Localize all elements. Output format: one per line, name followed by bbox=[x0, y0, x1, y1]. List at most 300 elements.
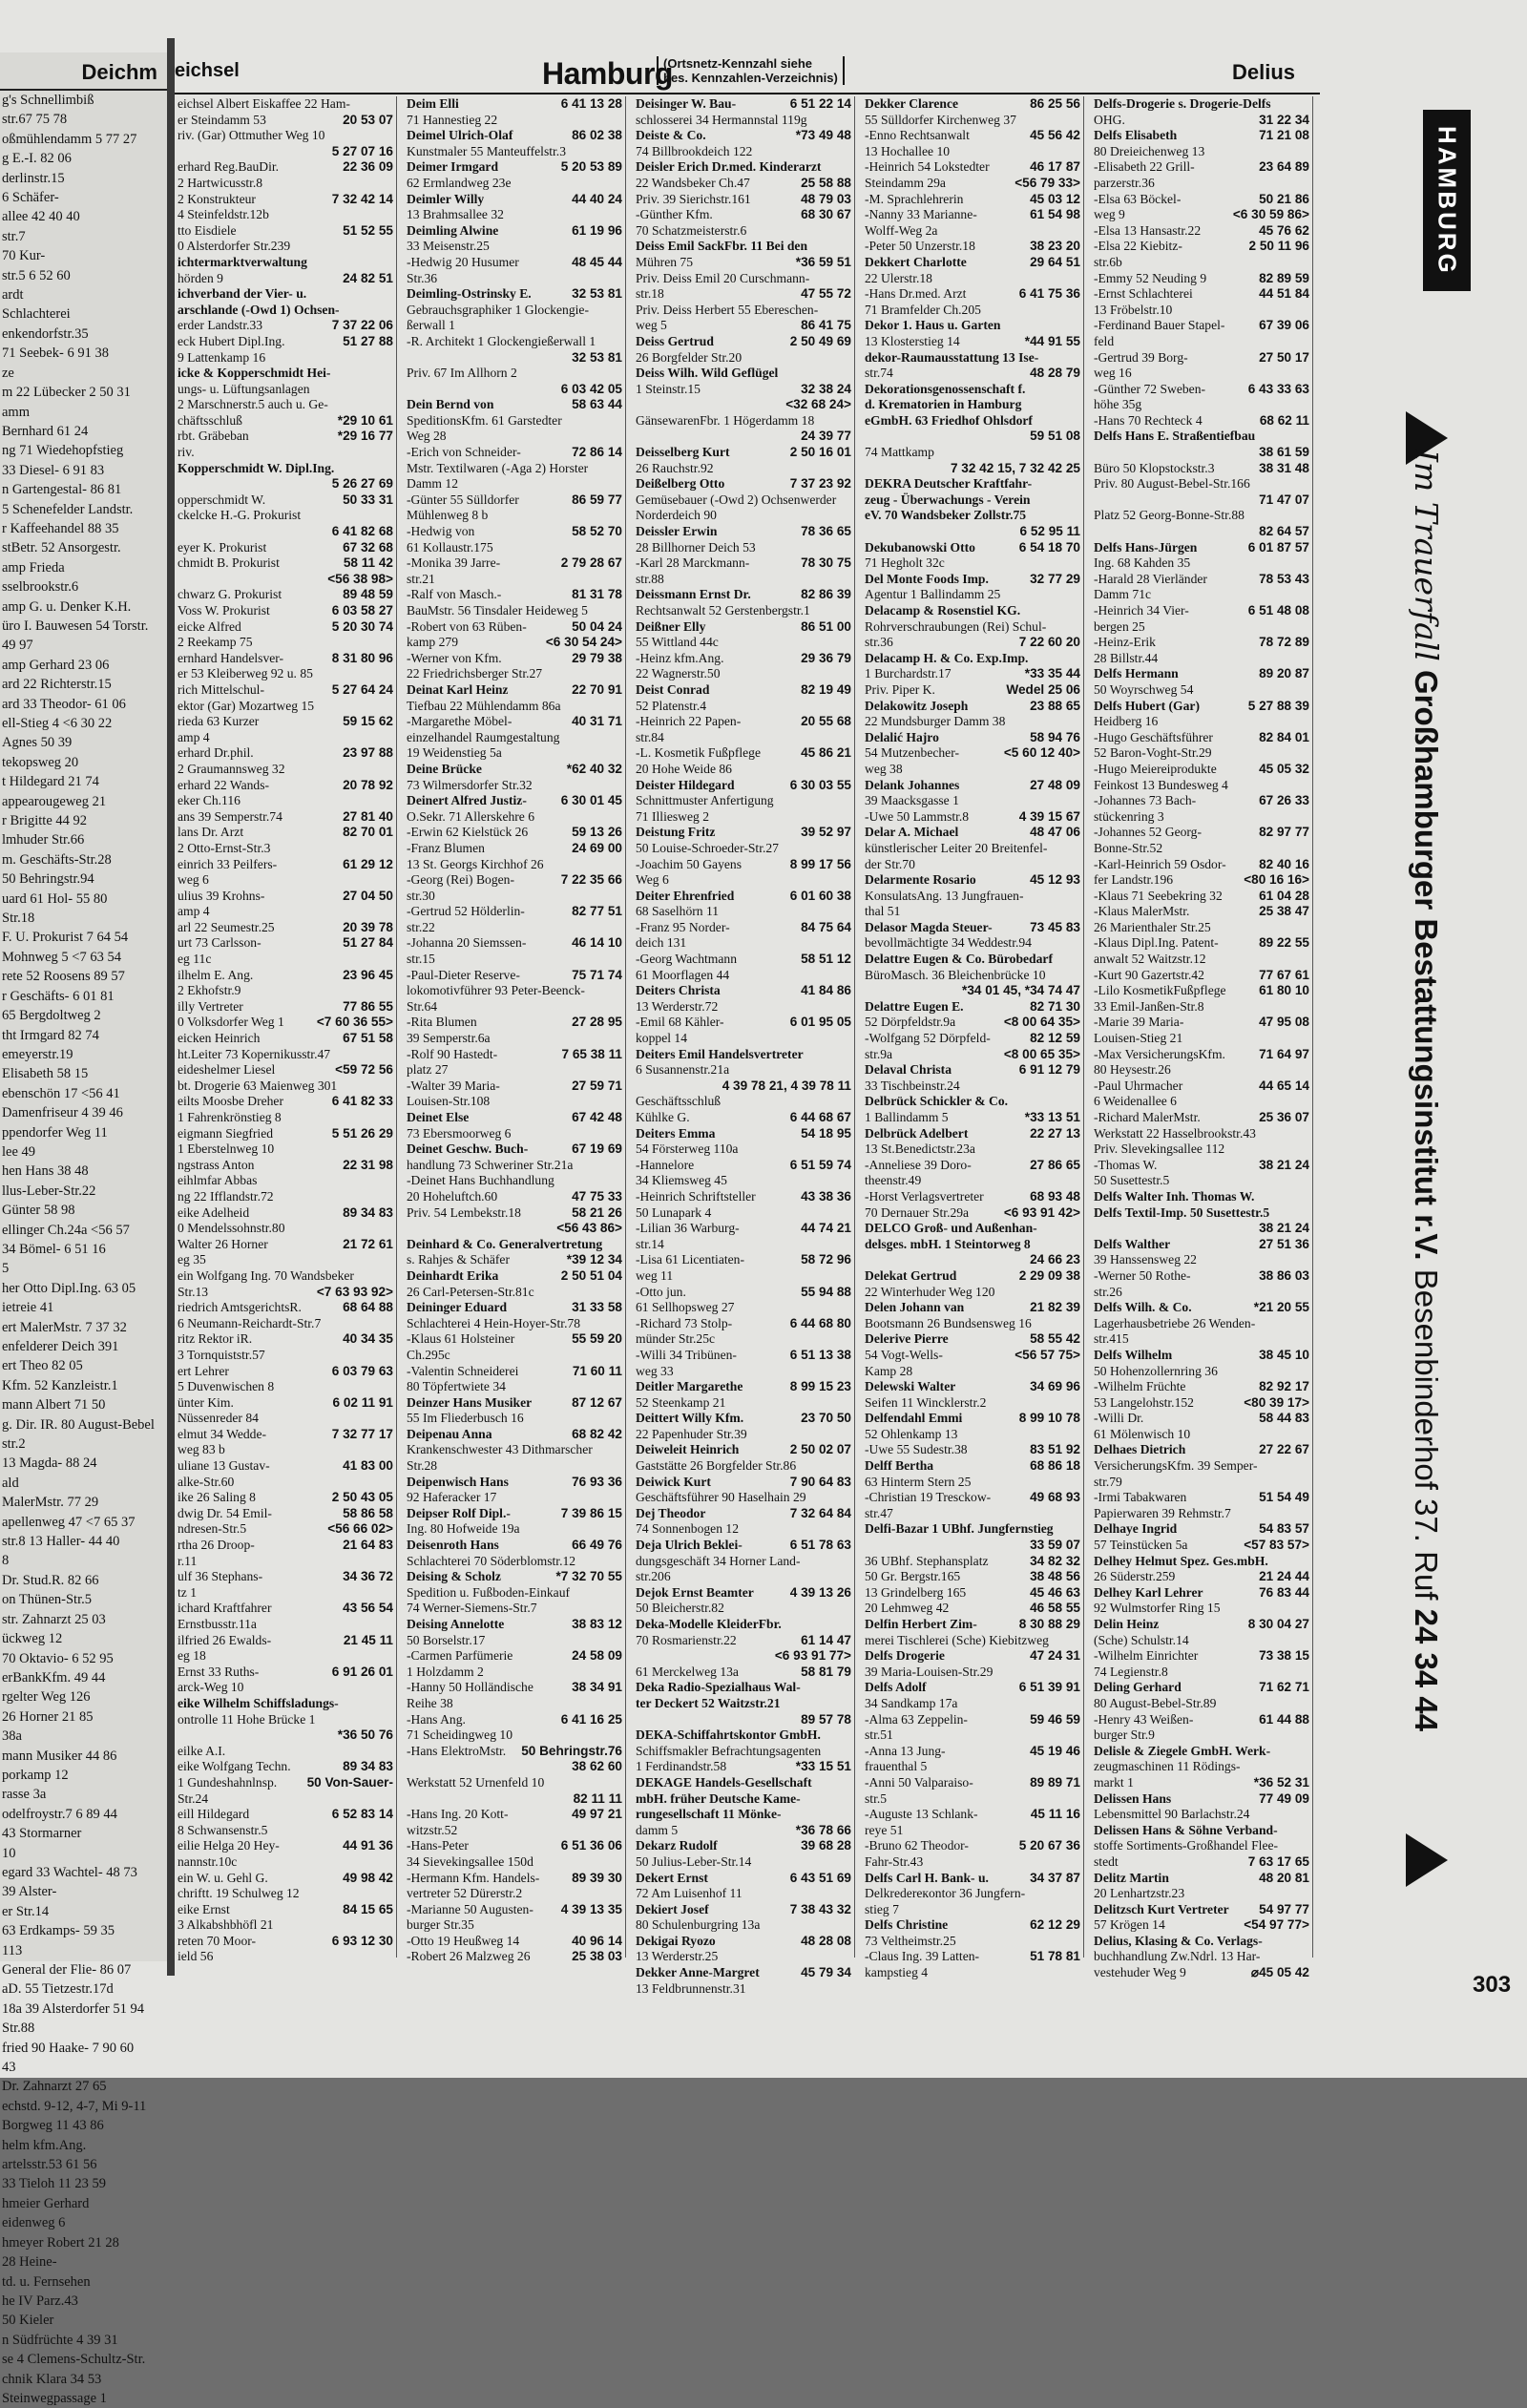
listing-entry-phone bbox=[1077, 113, 1080, 129]
listing-entry bbox=[404, 1775, 625, 1791]
listing-entry bbox=[862, 603, 1083, 619]
listing-entry bbox=[404, 920, 625, 936]
listing-entry-text: 52 Platenstr.4 bbox=[636, 698, 707, 713]
listing-entry-text: -Paul Uhrmacher bbox=[1094, 1078, 1183, 1093]
listing-entry-phone bbox=[1077, 935, 1080, 952]
listing-entry-text: Werkstatt 52 Urnenfeld 10 bbox=[407, 1774, 545, 1790]
listing-entry-phone: 21 64 83 bbox=[343, 1538, 393, 1553]
listing-entry-text: eihlmfar Abbas bbox=[178, 1173, 258, 1188]
listing-entry bbox=[175, 983, 396, 999]
listing-entry-text: Geschäftsführer 90 Haselhain 29 bbox=[636, 1490, 806, 1505]
listing-entry-text: Büro 50 Klopstockstr.3 bbox=[1094, 460, 1215, 475]
listing-entry-phone: 45 11 16 bbox=[1030, 1807, 1080, 1822]
listing-entry-phone: 7 22 60 20 bbox=[1018, 635, 1080, 650]
listing-entry bbox=[1091, 1427, 1312, 1443]
previous-page-line: artelsstr.53 61 56 bbox=[2, 2157, 97, 2173]
listing-entry-text: Deimer Irmgard bbox=[407, 159, 499, 175]
listing-entry-phone bbox=[1306, 429, 1309, 445]
listing-entry-text: 50 Louise-Schroeder-Str.27 bbox=[636, 840, 779, 855]
listing-entry bbox=[633, 1665, 854, 1681]
previous-page-line: 39 Alster- bbox=[2, 1884, 57, 1900]
listing-entry-text: GänsewarenFbr. 1 Högerdamm 18 bbox=[636, 412, 815, 428]
listing-entry-text: -Ralf von Masch.- bbox=[407, 587, 502, 602]
listing-entry-phone bbox=[1306, 1506, 1309, 1522]
listing-entry bbox=[404, 1015, 625, 1031]
listing-entry-text: 2 Konstrukteur bbox=[178, 191, 256, 206]
city-tab-label: HAMBURG bbox=[1433, 125, 1462, 276]
previous-page-line: uard 61 Hol- 55 80 bbox=[2, 890, 108, 907]
listing-entry bbox=[862, 1521, 1083, 1538]
listing-entry-phone: 6 02 11 91 bbox=[332, 1394, 393, 1410]
previous-page-line: hmeyer Robert 21 28 bbox=[2, 2234, 119, 2251]
listing-entry-phone bbox=[847, 540, 851, 556]
listing-entry bbox=[1091, 128, 1312, 144]
listing-entry bbox=[175, 1237, 396, 1253]
listing-entry-phone: 27 28 95 bbox=[572, 1015, 622, 1030]
listing-entry bbox=[404, 1285, 625, 1301]
listing-entry bbox=[633, 1331, 854, 1348]
listing-entry bbox=[633, 745, 854, 762]
listing-entry-phone: 38 83 12 bbox=[572, 1617, 622, 1631]
listing-entry-phone bbox=[1306, 1934, 1309, 1950]
listing-entry bbox=[175, 730, 396, 746]
listing-entry-phone: *36 78 66 bbox=[795, 1822, 851, 1837]
listing-entry-text: arl 22 Seumestr.25 bbox=[178, 919, 275, 934]
listing-entry-text: Deising Annelotte bbox=[407, 1617, 505, 1631]
listing-entry bbox=[1091, 413, 1312, 429]
listing-entry-text: ter Deckert 52 Waitzstr.21 bbox=[636, 1695, 781, 1710]
listing-entry-phone: 77 86 55 bbox=[343, 998, 393, 1014]
listing-entry-phone: 82 92 17 bbox=[1259, 1379, 1309, 1394]
listing-entry-text: 57 Krögen 14 bbox=[1094, 1917, 1165, 1933]
previous-page-line: 50 Kieler bbox=[2, 2313, 54, 2329]
listing-entry bbox=[404, 1633, 625, 1649]
listing-entry-text: rungesellschaft 11 Mönke- bbox=[636, 1807, 782, 1822]
listing-entry-text: 13 St. Georgs Kirchhof 26 bbox=[407, 856, 544, 871]
listing-entry bbox=[404, 413, 625, 429]
listing-entry-text: 72 Am Luisenhof 11 bbox=[636, 1886, 743, 1901]
listing-entry-text: 26 Borgfelder Str.20 bbox=[636, 349, 743, 365]
funeral-advertisement bbox=[1396, 411, 1482, 1862]
listing-entry bbox=[175, 1727, 396, 1744]
listing-entry bbox=[175, 889, 396, 905]
listing-entry-text: tz 1 bbox=[178, 1584, 198, 1600]
listing-entry bbox=[175, 413, 396, 429]
advertisement-address: Besenbinderhof 37. Ruf bbox=[1409, 1268, 1444, 1601]
listing-entry-text: Deinet Else bbox=[407, 1110, 470, 1124]
listing-entry bbox=[175, 1078, 396, 1095]
listing-entry bbox=[633, 492, 854, 509]
listing-entry bbox=[633, 1411, 854, 1427]
listing-entry-phone bbox=[1077, 904, 1080, 920]
listing-entry-phone: 58 81 79 bbox=[801, 1664, 851, 1679]
listing-entry bbox=[1091, 619, 1312, 636]
listing-entry bbox=[862, 350, 1083, 366]
listing-entry bbox=[404, 1902, 625, 1918]
listing-entry-text: 0 Volksdorfer Weg 1 bbox=[178, 1015, 284, 1030]
listing-entry bbox=[404, 1173, 625, 1189]
listing-entry-text: 61 Moorflagen 44 bbox=[636, 967, 730, 982]
previous-page-line: ert Theo 82 05 bbox=[2, 1358, 83, 1374]
listing-entry bbox=[404, 1917, 625, 1934]
listing-entry-phone: *21 20 55 bbox=[1253, 1300, 1309, 1315]
listing-entry-text: Deittert Willy Kfm. bbox=[636, 1411, 744, 1426]
previous-page-line: Damenfriseur 4 39 46 bbox=[2, 1105, 123, 1121]
listing-entry-text: -Emil 68 Kähler- bbox=[636, 1015, 724, 1030]
listing-entry-phone: 59 51 08 bbox=[1030, 429, 1080, 444]
listing-entry bbox=[175, 445, 396, 461]
listing-entry-phone: 6 51 78 63 bbox=[789, 1538, 851, 1553]
listing-entry-text: Delfs Hubert (Gar) bbox=[1094, 698, 1200, 713]
listing-entry bbox=[633, 1554, 854, 1570]
previous-page-line: ng 71 Wiedehopfstieg bbox=[2, 443, 124, 459]
listing-entry-phone: 82 11 11 bbox=[573, 1790, 622, 1806]
listing-entry-phone: 50 21 86 bbox=[1259, 191, 1309, 206]
listing-entry-text: 55 Sülldorfer Kirchenweg 37 bbox=[865, 112, 1016, 127]
listing-entry-phone: 6 51 36 06 bbox=[560, 1838, 622, 1853]
previous-page-line: ell-Stieg 4 <6 30 22 bbox=[2, 716, 113, 731]
listing-entry bbox=[1091, 841, 1312, 857]
listing-entry-phone bbox=[1077, 793, 1080, 809]
listing-entry bbox=[175, 1744, 396, 1760]
listing-entry bbox=[633, 555, 854, 572]
listing-entry-phone bbox=[389, 1854, 393, 1871]
listing-entry bbox=[404, 1601, 625, 1617]
listing-entry bbox=[862, 1554, 1083, 1570]
listing-entry bbox=[175, 1696, 396, 1712]
listing-entry-text: -Hanny 50 Holländische bbox=[407, 1680, 533, 1695]
listing-entry bbox=[175, 872, 396, 889]
listing-entry-text: -Thomas W. bbox=[1094, 1157, 1158, 1172]
listing-entry bbox=[1091, 1823, 1312, 1839]
listing-entry-phone: *33 15 51 bbox=[795, 1759, 851, 1774]
listing-entry-phone bbox=[389, 1917, 393, 1934]
listing-entry bbox=[175, 825, 396, 841]
listing-entry bbox=[175, 1268, 396, 1285]
previous-page-line: rgelter Weg 126 bbox=[2, 1689, 91, 1706]
listing-entry-text: 80 Heysestr.26 bbox=[1094, 1062, 1171, 1078]
listing-entry-phone bbox=[618, 144, 622, 160]
listing-entry-text: 6 Neumann-Reichardt-Str.7 bbox=[178, 1315, 322, 1330]
listing-entry bbox=[175, 1126, 396, 1142]
listing-entry bbox=[175, 1917, 396, 1934]
listing-entry-text: ichard Kraftfahrer bbox=[178, 1601, 272, 1616]
listing-entry-text: Dekorationsgenossenschaft f. bbox=[865, 381, 1026, 396]
listing-entry-text: Feinkost 13 Bundesweg 4 bbox=[1094, 777, 1228, 792]
listing-entry bbox=[862, 1189, 1083, 1205]
listing-entry-text: eill Hildegard bbox=[178, 1807, 250, 1822]
listing-entry-text: Dekor 1. Haus u. Garten bbox=[865, 318, 1001, 333]
listing-entry-text: 2 Hartwicusstr.8 bbox=[178, 175, 263, 190]
listing-entry bbox=[175, 778, 396, 794]
listing-entry-text: 52 Ohlenkamp 13 bbox=[865, 1426, 958, 1441]
listing-entry-phone: 5 27 88 39 bbox=[1247, 698, 1309, 713]
listing-entry-text: -Harald 28 Vierländer bbox=[1094, 571, 1207, 586]
listing-entry bbox=[1091, 255, 1312, 271]
previous-page-line: g. Dir. IR. 80 August-Bebel bbox=[2, 1416, 155, 1433]
listing-entry bbox=[175, 635, 396, 651]
listing-columns bbox=[175, 96, 1320, 1996]
listing-entry-phone: 75 71 74 bbox=[572, 967, 622, 982]
listing-entry-phone: 62 12 29 bbox=[1030, 1917, 1080, 1933]
previous-page-line: sselbrookstr.6 bbox=[2, 579, 79, 596]
listing-entry-phone bbox=[847, 1490, 851, 1506]
listing-entry-text: -Wilhelm Einrichter bbox=[1094, 1648, 1199, 1664]
listing-entry-text: zeugmaschinen 11 Rödings- bbox=[1094, 1759, 1241, 1774]
previous-page-line: helm kfm.Ang. bbox=[2, 2137, 87, 2153]
listing-entry bbox=[1091, 318, 1312, 334]
listing-entry-phone: 20 55 68 bbox=[801, 714, 851, 729]
listing-entry-text: -Carmen Parfümerie bbox=[407, 1648, 513, 1664]
listing-entry-phone bbox=[1306, 809, 1309, 826]
listing-entry bbox=[862, 1158, 1083, 1174]
previous-page-line: üro I. Bauwesen 54 Torstr. bbox=[2, 618, 149, 634]
listing-entry-phone bbox=[389, 96, 393, 113]
listing-entry bbox=[862, 1379, 1083, 1395]
listing-entry-phone bbox=[847, 1300, 851, 1316]
listing-entry-phone bbox=[847, 1062, 851, 1078]
listing-entry-text: ulf 36 Stephans- bbox=[178, 1569, 263, 1584]
listing-entry-text: ontrolle 11 Hohe Brücke 1 bbox=[178, 1711, 316, 1727]
listing-entry bbox=[404, 699, 625, 715]
listing-entry bbox=[1091, 920, 1312, 936]
listing-entry-phone: 34 37 87 bbox=[1030, 1870, 1080, 1885]
listing-entry-text: ein W. u. Gehl G. bbox=[178, 1870, 268, 1885]
listing-entry bbox=[404, 286, 625, 303]
listing-entry-phone bbox=[618, 429, 622, 445]
previous-page-line: r Brigitte 44 92 bbox=[2, 813, 88, 829]
listing-entry bbox=[633, 935, 854, 952]
listing-entry bbox=[633, 920, 854, 936]
listing-entry-text: 71 Scheidingweg 10 bbox=[407, 1727, 513, 1743]
listing-entry-phone bbox=[389, 445, 393, 461]
listing-entry-text: -Johanna 20 Siemssen- bbox=[407, 935, 527, 951]
listing-entry-phone: 23 96 45 bbox=[343, 967, 393, 982]
listing-entry-text: Deiters Emma bbox=[636, 1125, 716, 1141]
listing-entry-phone bbox=[389, 1585, 393, 1602]
listing-entry-phone bbox=[618, 1237, 622, 1253]
listing-entry-phone bbox=[847, 666, 851, 682]
listing-entry bbox=[633, 1521, 854, 1538]
listing-entry bbox=[1091, 96, 1312, 113]
listing-entry bbox=[404, 397, 625, 413]
listing-entry-phone: 51 27 84 bbox=[343, 935, 393, 951]
listing-entry-text: str.88 bbox=[636, 571, 664, 586]
listing-entry-phone: 38 31 48 bbox=[1259, 460, 1309, 475]
listing-entry-text: Deiss Gertrud bbox=[636, 333, 714, 348]
listing-entry bbox=[862, 1094, 1083, 1110]
listing-entry-phone: 23 88 65 bbox=[1030, 698, 1080, 713]
listing-entry-text: str.51 bbox=[865, 1727, 893, 1743]
listing-entry-phone bbox=[847, 1458, 851, 1475]
listing-entry-phone bbox=[618, 572, 622, 588]
advertisement-script-text: Im Trauerfall bbox=[1408, 450, 1445, 661]
listing-entry bbox=[1091, 1696, 1312, 1712]
listing-entry-text: Delissen Hans bbox=[1094, 1790, 1172, 1806]
listing-entry-phone: 38 23 20 bbox=[1030, 239, 1080, 254]
listing-entry-phone: 61 54 98 bbox=[1030, 207, 1080, 222]
listing-entry-text: 1 Gundeshahnlnsp. bbox=[178, 1774, 278, 1790]
listing-entry-text: Deister Hildegard bbox=[636, 777, 735, 792]
listing-entry-phone bbox=[1077, 603, 1080, 619]
listing-entry bbox=[175, 1871, 396, 1887]
listing-entry-phone bbox=[618, 920, 622, 936]
listing-entry-phone bbox=[389, 1791, 393, 1808]
listing-entry-text: -Uwe 50 Lammstr.8 bbox=[865, 808, 970, 824]
listing-entry bbox=[404, 159, 625, 176]
listing-entry-phone bbox=[847, 1427, 851, 1443]
listing-entry bbox=[633, 682, 854, 699]
listing-entry bbox=[175, 1648, 396, 1665]
listing-entry-phone: 7 63 17 65 bbox=[1247, 1853, 1309, 1869]
listing-entry-text: eike Adelheid bbox=[178, 1204, 250, 1220]
listing-entry-text: Deiwick Kurt bbox=[636, 1474, 711, 1489]
listing-entry-phone bbox=[618, 778, 622, 794]
listing-entry-text: riv. bbox=[178, 445, 195, 460]
previous-page-line: odelfroystr.7 6 89 44 bbox=[2, 1806, 117, 1822]
listing-entry bbox=[633, 144, 854, 160]
listing-entry-phone: 46 17 87 bbox=[1030, 159, 1080, 175]
listing-entry-phone bbox=[1306, 1141, 1309, 1158]
listing-entry-text: Kamp 28 bbox=[865, 1363, 913, 1378]
book-binding bbox=[167, 38, 175, 1976]
listing-entry-text: eg 11c bbox=[178, 952, 212, 967]
listing-entry-text: Delitzsch Kurt Vertreter bbox=[1094, 1901, 1229, 1916]
listing-entry-text: Delfendahl Emmi bbox=[865, 1411, 963, 1426]
previous-page-line: amp Gerhard 23 06 bbox=[2, 657, 110, 673]
listing-entry-phone: 6 44 68 67 bbox=[789, 1110, 851, 1124]
listing-entry-text: str.47 bbox=[865, 1505, 893, 1520]
previous-page-line: echstd. 9-12, 4-7, Mi 9-11 bbox=[2, 2098, 147, 2114]
listing-entry-phone: 44 74 21 bbox=[801, 1221, 851, 1236]
previous-page-line: Bernhard 61 24 bbox=[2, 423, 89, 439]
page-header bbox=[175, 52, 1320, 94]
previous-page-line: str.67 75 78 bbox=[2, 112, 68, 128]
listing-entry bbox=[175, 366, 396, 382]
listing-entry-text: 1 Burchardstr.17 bbox=[865, 666, 952, 681]
listing-entry-phone bbox=[847, 223, 851, 240]
listing-entry-text: fer Landstr.196 bbox=[1094, 872, 1174, 888]
listing-entry-phone: 24 66 23 bbox=[1030, 1252, 1080, 1267]
listing-entry bbox=[175, 334, 396, 350]
listing-column-4 bbox=[862, 96, 1084, 1980]
listing-entry bbox=[404, 1506, 625, 1522]
listing-entry-text: chäftsschluß bbox=[178, 412, 242, 428]
listing-entry-phone: 6 52 83 14 bbox=[331, 1807, 393, 1822]
listing-entry-phone bbox=[1306, 1665, 1309, 1681]
listing-entry bbox=[633, 1348, 854, 1364]
listing-entry-text: Kühlke G. bbox=[636, 1110, 690, 1124]
listing-entry bbox=[633, 999, 854, 1016]
listing-entry-phone: 29 79 38 bbox=[572, 650, 622, 665]
listing-entry bbox=[633, 1110, 854, 1126]
listing-entry-phone: 50 04 24 bbox=[572, 618, 622, 634]
listing-entry-phone: 82 64 57 bbox=[1259, 524, 1309, 539]
listing-entry-phone: <7 63 93 92> bbox=[316, 1284, 393, 1299]
listing-entry-text: Deißelberg Otto bbox=[636, 476, 725, 492]
listing-entry bbox=[633, 445, 854, 461]
listing-entry-phone: <6 93 91 42> bbox=[1003, 1204, 1080, 1220]
listing-entry-text: bergen 25 bbox=[1094, 618, 1145, 634]
listing-entry-phone bbox=[618, 318, 622, 334]
listing-entry-phone: <59 72 56 bbox=[335, 1062, 393, 1078]
listing-entry bbox=[404, 1427, 625, 1443]
listing-entry-text: Dekigai Ryozo bbox=[636, 1933, 716, 1948]
listing-entry bbox=[175, 1427, 396, 1443]
listing-entry-text: 22 Mundsburger Damm 38 bbox=[865, 714, 1006, 729]
listing-entry-text: Delasor Magda Steuer- bbox=[865, 919, 993, 934]
listing-entry-text: -Lisa 61 Licentiaten- bbox=[636, 1252, 744, 1267]
previous-page-line: oßmühlendamm 5 77 27 bbox=[2, 131, 137, 147]
listing-entry-phone: 89 48 59 bbox=[343, 587, 393, 602]
listing-entry-phone bbox=[1306, 303, 1309, 319]
listing-entry-phone bbox=[1306, 176, 1309, 192]
listing-entry-phone bbox=[618, 1379, 622, 1395]
listing-entry-phone bbox=[389, 730, 393, 746]
listing-entry-phone: 2 50 11 96 bbox=[1248, 239, 1309, 254]
listing-entry bbox=[175, 1221, 396, 1237]
listing-entry-text: 13 Fröbelstr.10 bbox=[1094, 302, 1173, 317]
listing-entry bbox=[862, 429, 1083, 445]
listing-entry bbox=[1091, 603, 1312, 619]
listing-entry-phone: 89 89 71 bbox=[1030, 1774, 1080, 1790]
listing-entry-phone bbox=[1306, 1316, 1309, 1332]
listing-entry bbox=[1091, 1902, 1312, 1918]
listing-entry-phone bbox=[1077, 492, 1080, 509]
listing-entry-text: Str.28 bbox=[407, 1458, 438, 1474]
listing-entry-phone: 21 24 44 bbox=[1259, 1569, 1309, 1584]
listing-entry-text: 28 Billhorner Deich 53 bbox=[636, 539, 756, 555]
listing-entry bbox=[862, 999, 1083, 1016]
listing-entry-phone bbox=[847, 159, 851, 176]
listing-entry-text: -Heinrich 54 Lokstedter bbox=[865, 159, 990, 175]
listing-entry-phone bbox=[389, 350, 393, 366]
listing-entry-text: Ing. 80 Hofweide 19a bbox=[407, 1521, 520, 1537]
listing-entry-text: ulius 39 Krohns- bbox=[178, 888, 265, 903]
listing-entry-text: 80 Töpfertwiete 34 bbox=[407, 1379, 506, 1394]
listing-entry-text: eichsel Albert Eiskaffee 22 Ham- bbox=[178, 96, 350, 111]
listing-entry-text: Str.13 bbox=[178, 1284, 209, 1299]
listing-entry-text: -Hans Ang. bbox=[407, 1711, 466, 1727]
listing-entry-phone bbox=[1077, 1791, 1080, 1808]
listing-entry bbox=[862, 318, 1083, 334]
listing-entry-phone bbox=[847, 635, 851, 651]
listing-entry-phone: 4 39 13 26 bbox=[789, 1584, 851, 1600]
listing-entry-text: -Joachim 50 Gayens bbox=[636, 856, 742, 871]
listing-entry-phone bbox=[847, 1917, 851, 1934]
listing-entry bbox=[404, 1268, 625, 1285]
listing-entry-text: DEKAGE Handels-Gesellschaft bbox=[636, 1774, 812, 1790]
listing-entry-phone: 29 64 51 bbox=[1030, 254, 1080, 269]
listing-entry bbox=[862, 1411, 1083, 1427]
previous-page-line: Schlachterei bbox=[2, 306, 71, 323]
listing-entry-text: Priv. Piper K. bbox=[865, 681, 935, 697]
listing-entry-text: erhard 22 Wands- bbox=[178, 777, 270, 792]
listing-entry bbox=[633, 96, 854, 113]
listing-entry-phone: 6 41 82 68 bbox=[331, 524, 393, 539]
listing-entry-phone: 27 50 17 bbox=[1259, 349, 1309, 365]
listing-entry bbox=[862, 1237, 1083, 1253]
listing-entry-phone bbox=[389, 793, 393, 809]
listing-entry bbox=[1091, 1221, 1312, 1237]
listing-entry bbox=[862, 461, 1083, 477]
listing-entry bbox=[633, 1601, 854, 1617]
listing-entry bbox=[1091, 1458, 1312, 1475]
listing-entry-phone bbox=[1306, 841, 1309, 857]
previous-page-line: r Geschäfts- 6 01 81 bbox=[2, 988, 115, 1004]
listing-entry-text: (Sche) Schulstr.14 bbox=[1094, 1632, 1189, 1647]
listing-entry-phone: 22 36 09 bbox=[343, 159, 393, 175]
